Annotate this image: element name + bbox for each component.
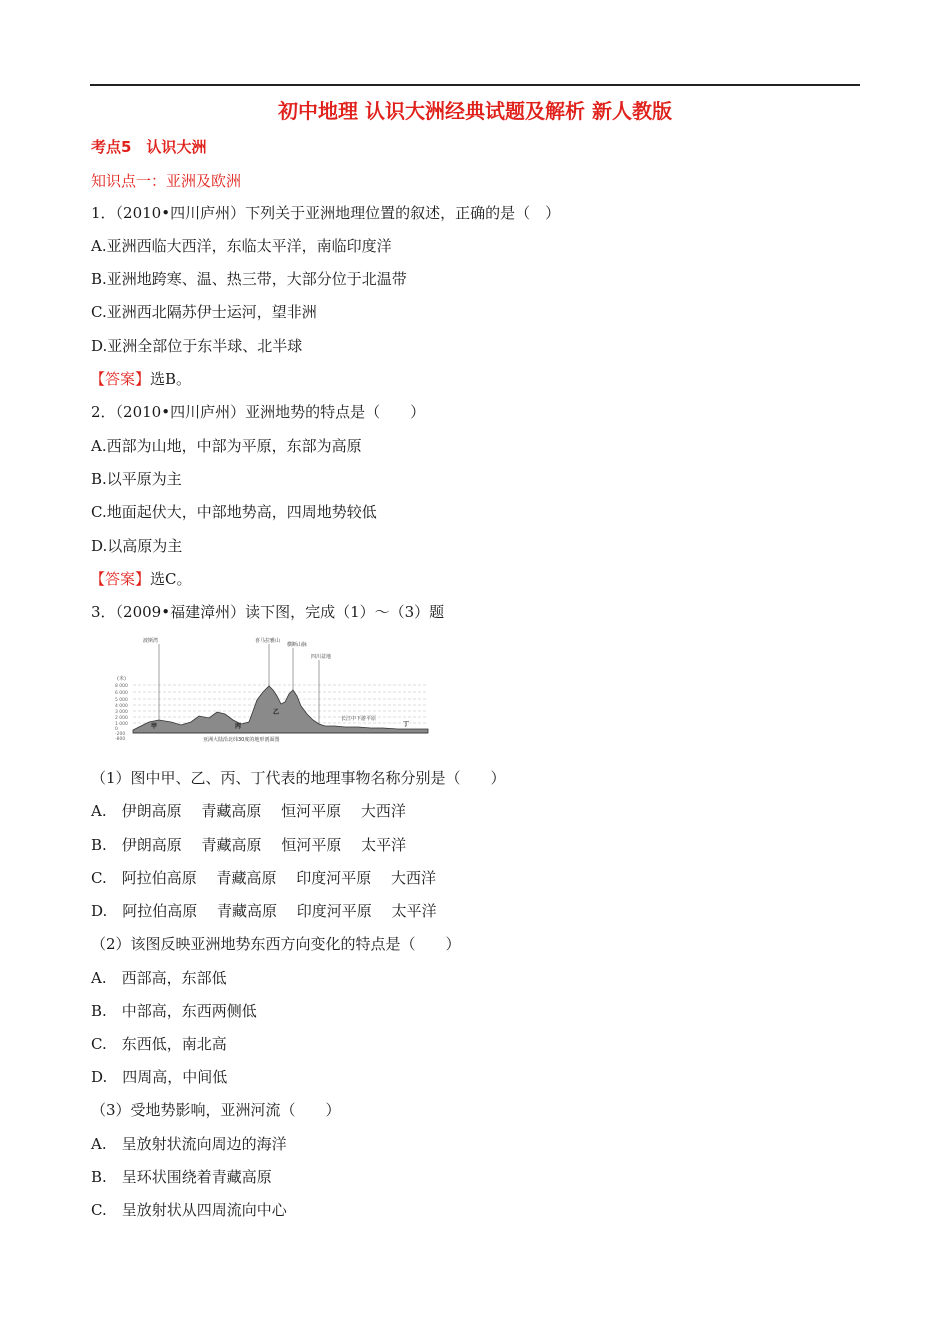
q2-option-c: C.地面起伏大，中部地势高，四周地势较低 <box>91 503 377 521</box>
y-tick: 3 000 <box>115 710 128 715</box>
q2-answer-text: 选C。 <box>150 570 192 588</box>
y-tick: 5 000 <box>115 698 128 703</box>
q3-stem: 3．（2009•福建漳州）读下图，完成（1）～（3）题 <box>91 603 445 621</box>
q3-part1-option-b: B. 伊朗高原 青藏高原 恒河平原 太平洋 <box>91 836 407 854</box>
q3-part3-option-b: B. 呈环状围绕着青藏高原 <box>91 1168 272 1186</box>
label-persian-gulf: 波斯湾 <box>143 638 159 644</box>
q2-option-d: D.以高原为主 <box>91 537 183 555</box>
y-tick: 2 000 <box>115 716 128 721</box>
q1-option-b: B.亚洲地跨寒、温、热三带，大部分位于北温带 <box>91 270 407 288</box>
q3-part2-option-a: A. 西部高，东部低 <box>91 969 227 987</box>
q2-answer <box>90 569 192 589</box>
y-tick: 1 000 <box>115 722 128 727</box>
q3-part1-option-a: A. 伊朗高原 青藏高原 恒河平原 大西洋 <box>91 802 406 820</box>
q3-part1-stem: （1）图中甲、乙、丙、丁代表的地理事物名称分别是（ ） <box>91 769 506 787</box>
q1-stem: 1．（2010•四川庐州）下列关于亚洲地理位置的叙述，正确的是（ ） <box>91 204 561 222</box>
document-title: 初中地理 认识大洲经典试题及解析 新人教版 <box>278 99 672 123</box>
header-rule <box>90 84 860 86</box>
figure-unit: (米) <box>117 676 126 682</box>
y-tick: 4 000 <box>115 704 128 709</box>
q2-option-a: A.西部为山地，中部为平原，东部为高原 <box>91 437 362 455</box>
q1-answer-text: 选B。 <box>150 370 192 388</box>
q3-part1-option-d: D. 阿拉伯高原 青藏高原 印度河平原 太平洋 <box>91 902 437 920</box>
q3-part2-option-b: B. 中部高，东西两侧低 <box>91 1002 257 1020</box>
q2-stem: 2．（2010•四川庐州）亚洲地势的特点是（ ） <box>91 403 426 421</box>
q3-part3-option-c: C. 呈放射状从四周流向中心 <box>91 1201 287 1219</box>
y-tick: 8 000 <box>115 684 128 689</box>
answer-tag: 【答案】 <box>90 370 151 388</box>
y-tick: -800 <box>115 737 126 742</box>
q3-part3-stem: （3）受地势影响，亚洲河流（ ） <box>91 1101 341 1119</box>
terrain-profile-figure <box>113 630 443 742</box>
label-jia: 甲 <box>151 723 158 730</box>
q1-option-d: D.亚洲全部位于东半球、北半球 <box>91 337 303 355</box>
q3-part2-option-c: C. 东西低，南北高 <box>91 1035 227 1053</box>
q3-part3-option-a: A. 呈放射状流向周边的海洋 <box>91 1135 287 1153</box>
label-ding: 丁 <box>403 721 410 728</box>
q3-part2-stem: （2）该图反映亚洲地势东西方向变化的特点是（ ） <box>91 935 461 953</box>
answer-tag: 【答案】 <box>90 570 151 588</box>
q1-option-a: A.亚洲西临大西洋，东临太平洋，南临印度洋 <box>91 237 392 255</box>
y-tick: 6 000 <box>115 691 128 696</box>
label-bing: 丙 <box>235 723 242 730</box>
q3-part1-option-c: C. 阿拉伯高原 青藏高原 印度河平原 大西洋 <box>91 869 437 887</box>
y-tick: -200 <box>115 732 126 737</box>
q1-answer <box>90 369 191 389</box>
q2-option-b: B.以平原为主 <box>91 470 182 488</box>
label-hengduan: 横断山脉 <box>287 642 308 648</box>
label-himalaya: 喜马拉雅山 <box>255 638 281 644</box>
subsection-heading: 知识点一：亚洲及欧洲 <box>91 172 242 190</box>
figure-caption: 亚洲大陆沿北纬30度的地形剖面图 <box>203 737 280 742</box>
label-sichuan-basin: 四川盆地 <box>311 654 332 660</box>
label-yangtze-plain: 长江中下游平原 <box>341 716 377 722</box>
q3-part2-option-d: D. 四周高，中间低 <box>91 1068 228 1086</box>
y-tick: 0 <box>115 727 118 732</box>
q1-option-c: C.亚洲西北隔苏伊士运河，望非洲 <box>91 303 317 321</box>
section-heading: 考点5 认识大洲 <box>91 138 207 156</box>
label-yi: 乙 <box>273 709 280 716</box>
